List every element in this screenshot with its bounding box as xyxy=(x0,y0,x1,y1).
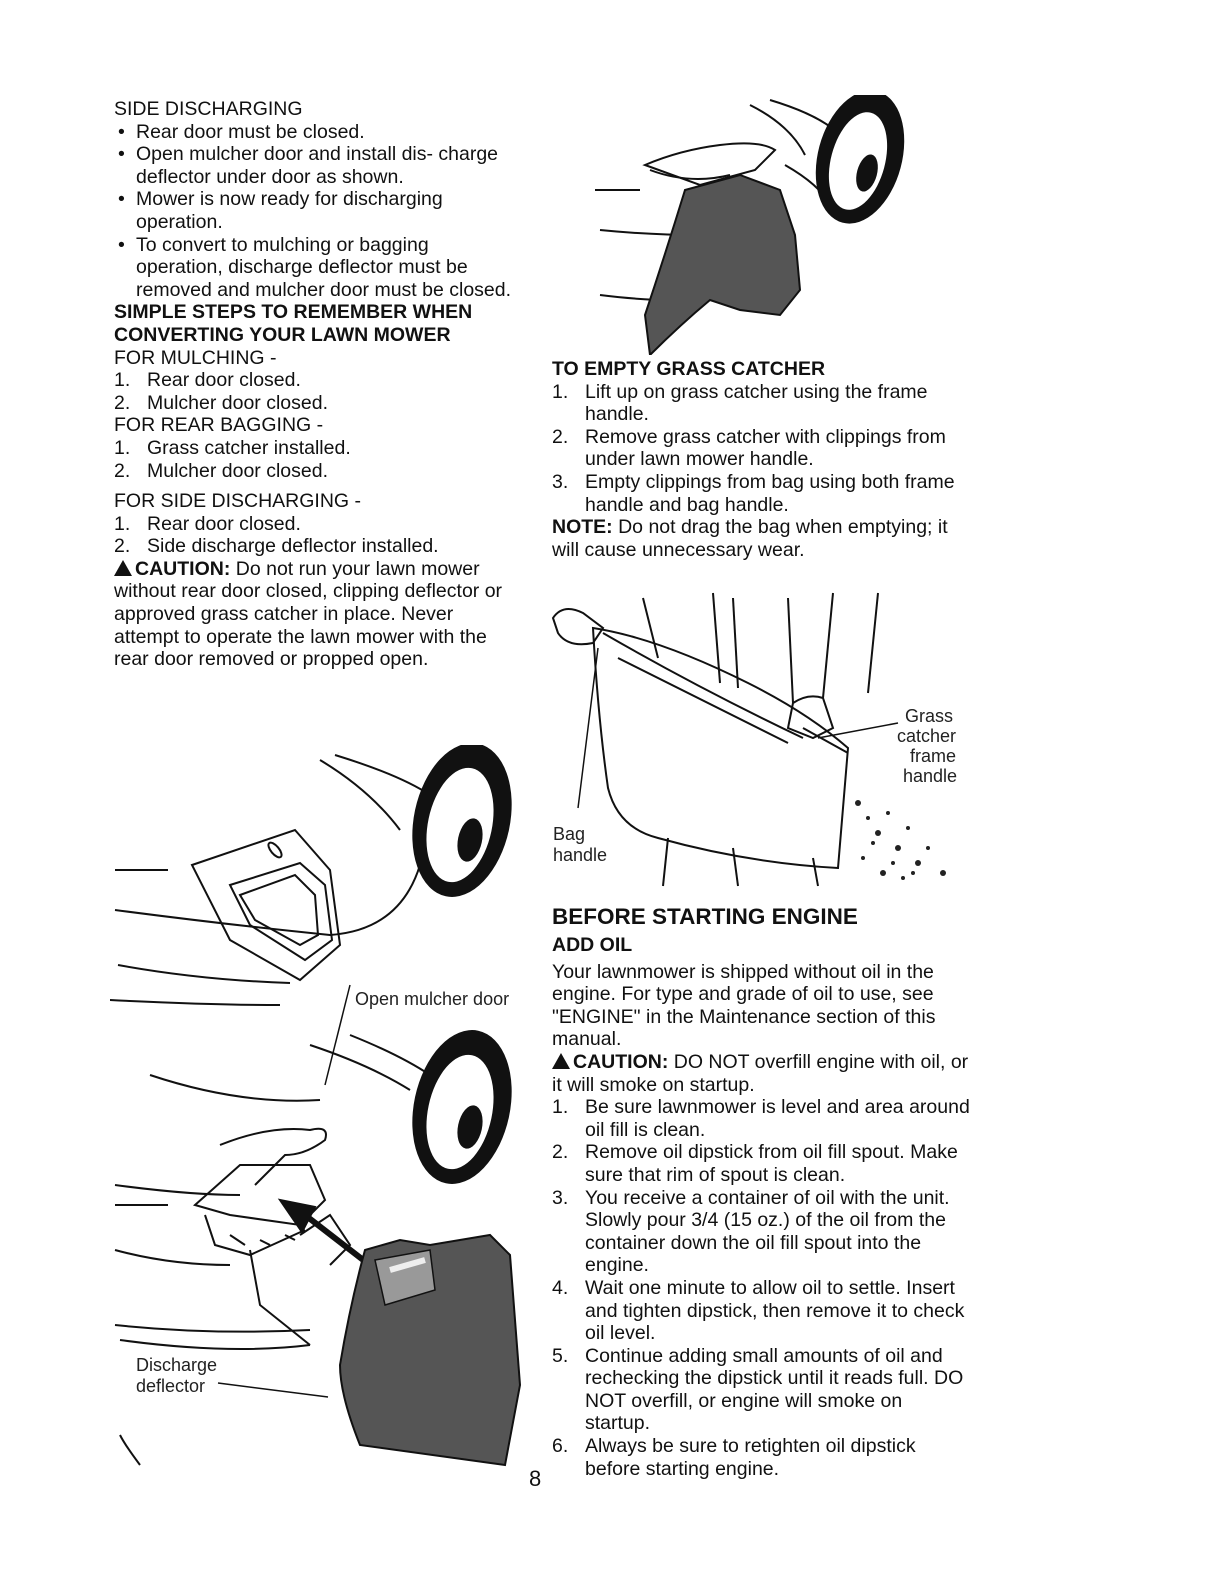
list-item: 1. Grass catcher installed. xyxy=(114,436,351,459)
label-bag-handle-line-2: handle xyxy=(553,845,608,865)
bagging-heading: FOR REAR BAGGING - xyxy=(114,414,324,437)
list-item: 2. Remove oil dipstick from oil fill spout. Make sure that rim of spout is clean. xyxy=(552,1141,958,1186)
note-paragraph xyxy=(552,516,972,561)
label-discharge-line-2: deflector xyxy=(136,1376,206,1396)
discharging-list xyxy=(114,513,519,558)
list-item: 1. Lift up on grass catcher using the frame handle. xyxy=(552,380,928,426)
note-label: NOTE: xyxy=(552,516,613,539)
label-discharge-line-1: Discharge xyxy=(136,1355,218,1375)
bagging-list xyxy=(114,437,519,482)
label-grass-catcher-line-3: frame xyxy=(910,746,957,766)
list-item: • Open mulcher door and install dis- charge deflector under door as shown. xyxy=(114,143,519,188)
caution-text: Do not run your lawn mower without rear door closed, clipping deflector or approved grass catcher in place. Never attempt to operate the lawn mower with the rear door removed or propped open. xyxy=(114,557,503,671)
label-grass-catcher-line-2: catcher xyxy=(897,726,957,746)
list-item: 1. Rear door closed. xyxy=(114,512,301,535)
oil-caution-paragraph xyxy=(552,1051,972,1096)
warning-icon xyxy=(114,560,132,576)
list-item: • Rear door must be closed. xyxy=(114,121,519,144)
left-column xyxy=(114,98,519,671)
steps-heading-line-2: CONVERTING YOUR LAWN MOWER xyxy=(114,323,451,346)
list-item: 3. Empty clippings from bag using both frame handle and bag handle. xyxy=(552,470,955,516)
label-grass-catcher-line-1: Grass xyxy=(905,706,954,726)
list-item: 2. Side discharge deflector installed. xyxy=(114,535,439,558)
note-text: Do not drag the bag when emptying; it will cause unnecessary wear. xyxy=(552,516,948,561)
caution-label: CAUTION: xyxy=(135,557,231,580)
list-item: 2. Remove grass catcher with clippings from under lawn mower handle. xyxy=(552,425,946,471)
list-item: 3. You receive a container of oil with the unit. Slowly pour 3/4 (15 oz.) of the oil from the container down the oil fill spout into the engine. xyxy=(552,1186,950,1277)
list-item: 2. Mulcher door closed. xyxy=(114,459,329,482)
empty-catcher-heading: TO EMPTY GRASS CATCHER xyxy=(552,358,826,380)
list-item: • To convert to mulching or bagging operation, discharge deflector must be removed and mulcher door must be closed. xyxy=(114,234,519,302)
label-open-mulcher-door: Open mulcher door xyxy=(355,989,510,1009)
discharging-heading: FOR SIDE DISCHARGING - xyxy=(114,490,362,513)
mulching-list xyxy=(114,369,519,414)
installed-deflector-illustration xyxy=(590,95,920,355)
list-item: 6. Always be sure to retighten oil dipstick before starting engine. xyxy=(552,1435,916,1480)
page-number: 8 xyxy=(529,1466,542,1491)
add-oil-heading: ADD OIL xyxy=(552,934,633,956)
warning-icon xyxy=(552,1053,570,1069)
label-grass-catcher-line-4: handle xyxy=(903,766,958,786)
list-item: 2. Mulcher door closed. xyxy=(114,391,329,414)
caution-paragraph xyxy=(114,558,519,671)
list-item: • Mower is now ready for discharging operation. xyxy=(114,188,519,233)
list-item: 1. Be sure lawnmower is level and area around oil fill is clean. xyxy=(552,1096,970,1141)
steps-heading-line-1: SIMPLE STEPS TO REMEMBER WHEN xyxy=(114,301,473,324)
side-discharging-heading: SIDE DISCHARGING xyxy=(114,98,303,120)
empty-catcher-list xyxy=(552,381,972,517)
right-column-bottom xyxy=(552,904,972,1480)
before-starting-heading: BEFORE STARTING ENGINE xyxy=(552,904,858,929)
oil-intro: Your lawnmower is shipped without oil in the engine. For type and grade of oil to use, see "ENGINE" in the Maintenance section of this manual. xyxy=(552,960,936,1051)
list-item: 4. Wait one minute to allow oil to settle. Insert and tighten dipstick, then remove it to check oil level. xyxy=(552,1276,965,1345)
oil-caution-label: CAUTION: xyxy=(573,1050,669,1073)
add-oil-list xyxy=(552,1096,972,1480)
mulching-heading: FOR MULCHING - xyxy=(114,346,277,369)
right-column-top xyxy=(552,358,972,561)
side-discharging-list xyxy=(114,121,519,302)
list-item: 1. Rear door closed. xyxy=(114,369,301,392)
list-item: 5. Continue adding small amounts of oil and rechecking the dipstick until it reads full. DO NOT overfill, or engine will smoke on startup. xyxy=(552,1344,964,1435)
oil-caution-text: DO NOT overfill engine with oil, or it will smoke on startup. xyxy=(552,1050,969,1096)
label-bag-handle-line-1: Bag xyxy=(553,824,586,844)
